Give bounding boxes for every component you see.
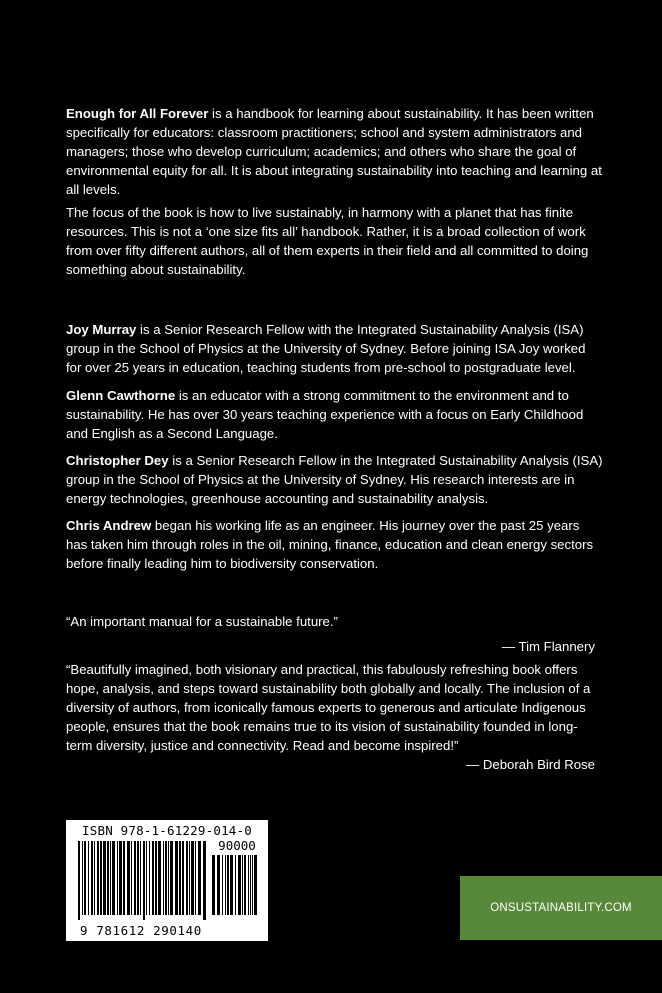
barcode-bar [195, 841, 196, 915]
barcode-bar [146, 841, 147, 915]
description-text-1: is a handbook for learning about sustainability. It has been written specifically for educators: classroom practitioners; school and system administrators and managers; those who develop curriculum; academics; and others who share the goal of environmental equity for all. It is about integrating sustainability into teaching and learning at all levels. [66, 106, 602, 197]
barcode-bar [112, 841, 115, 915]
barcode-bar [82, 841, 83, 915]
author-bio-christopher-dey [66, 451, 604, 508]
author-bio: is an educator with a strong commitment to the environment and to sustainability. He has over 30 years teaching experience with a focus on Early Childhood and English as a Second Language. [66, 388, 584, 441]
barcode-bar [94, 841, 95, 915]
price-code: 90000 [218, 838, 256, 853]
barcode-bar [165, 841, 167, 915]
quote-flannery [66, 612, 604, 656]
barcode-bar [189, 841, 190, 915]
barcode-bar [137, 841, 139, 915]
quote-text: “An important manual for a sustainable future.” [66, 614, 338, 629]
website-link[interactable]: ONSUSTAINABILITY.COM [490, 902, 632, 914]
barcode-bar [152, 841, 154, 915]
barcode-bar [119, 841, 122, 915]
barcode-bar [170, 841, 173, 915]
barcode-bar [84, 841, 86, 915]
barcode-bar [250, 855, 251, 915]
author-name: Joy Murray [66, 322, 137, 337]
author-bio: is a Senior Research Fellow with the Integrated Sustainability Analysis (ISA) group in the School of Physics at the University of Sydney. Before joining ISA Joy worked for over 25 years in education, teaching students from pre-school to postgraduate level. [66, 322, 586, 375]
author-name: Glenn Cawthorne [66, 388, 176, 403]
barcode-bar [252, 855, 253, 915]
barcode-bar [248, 855, 249, 915]
barcode-bar [191, 841, 194, 915]
barcode-bar [203, 841, 206, 920]
barcode-bar [217, 855, 220, 915]
barcode-bar [158, 841, 161, 915]
addon-barcode-bars [212, 855, 262, 935]
quote-attribution: — Deborah Bird Rose [465, 757, 595, 772]
barcode-bar [103, 841, 106, 915]
barcode-bar [140, 841, 141, 915]
description-paragraph-2 [66, 203, 604, 279]
barcode-bar [182, 841, 184, 915]
barcode-bar [127, 841, 130, 915]
quote-text: “Beautifully imagined, both visionary and practical, this fabulously refreshing book offers hope, analysis, and steps toward sustainability both globally and locally. The inclusion of a diversity of authors, from iconically famous experts to generous and articulate Indigenous people, ensures that the book remains true to its vision of sustainability founded in long-term diversity, justice and connectivity. Read and become inspired!” [66, 662, 591, 753]
barcode-bar [179, 841, 181, 915]
author-bio-glenn-cawthorne [66, 386, 604, 443]
website-box[interactable] [460, 876, 662, 940]
barcode-bar [225, 855, 226, 915]
author-bio-joy-murray [66, 320, 604, 377]
barcode-bar [107, 841, 109, 915]
description-paragraph-1 [66, 104, 604, 199]
author-bio: began his working life as an engineer. His journey over the past 25 years has taken him through roles in the oil, mining, finance, education and clean energy sectors before finally leading him to biodiversity conservation. [66, 518, 594, 571]
barcode-bar [163, 841, 164, 915]
barcode-bar [100, 841, 102, 915]
barcode-bar [134, 841, 136, 915]
book-title: Enough for All Forever [66, 106, 209, 121]
barcode-bar [97, 841, 99, 915]
barcode-bar [149, 841, 150, 915]
barcode-bar [242, 855, 243, 915]
barcode-bar [222, 855, 223, 915]
barcode-bar [78, 841, 80, 920]
barcode-bar [244, 855, 246, 915]
quote-bird-rose [66, 660, 604, 774]
barcode-bar [168, 841, 169, 915]
barcode-bar [238, 855, 241, 915]
barcode-bar [91, 841, 93, 915]
isbn-barcode [66, 820, 268, 941]
ean-digits: 9 781612 290140 [80, 923, 202, 938]
barcode-bar [131, 841, 132, 915]
barcode-bar [155, 841, 157, 915]
barcode-bar [198, 841, 201, 915]
barcode-bar [88, 841, 89, 915]
barcode-bar [123, 841, 125, 915]
barcode-bar [143, 841, 145, 920]
isbn-number: ISBN 978-1-61229-014-0 [82, 823, 252, 838]
barcode-bar [117, 841, 118, 915]
author-name: Christopher Dey [66, 453, 169, 468]
quote-attribution: — Tim Flannery [501, 639, 595, 654]
author-bio: is a Senior Research Fellow in the Integrated Sustainability Analysis (ISA) group in the School of Physics at the University of Sydney. His research interests are in energy technologies, greenhouse accounting and sustainability analysis. [66, 453, 603, 506]
barcode-bar [175, 841, 178, 915]
ean-barcode-bars [78, 841, 206, 921]
barcode-bar [186, 841, 188, 915]
barcode-bar [212, 855, 215, 915]
barcode-bar [235, 855, 236, 915]
barcode-bar [254, 855, 257, 915]
barcode-bar [230, 855, 233, 915]
description-text-2: The focus of the book is how to live sustainably, in harmony with a planet that has finite resources. This is not a ‘one size fits all’ handbook. Rather, it is a broad collection of work from over fifty different authors, all of them experts in their field and all committed to doing something about sustainability. [66, 205, 589, 277]
barcode-bar [227, 855, 229, 915]
barcode-bar [110, 841, 111, 915]
author-name: Chris Andrew [66, 518, 152, 533]
author-bio-chris-andrew [66, 516, 604, 573]
